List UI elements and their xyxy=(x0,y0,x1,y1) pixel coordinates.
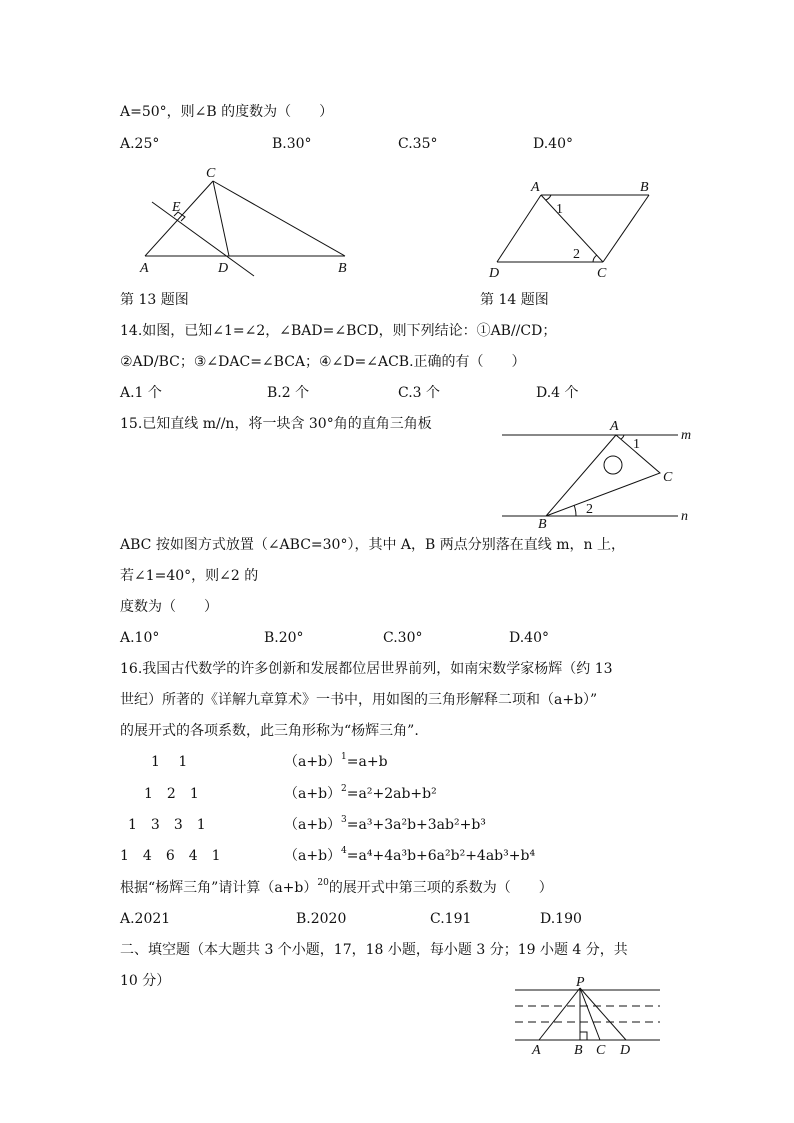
q14-stem-line2: ②AD/BC；③∠DAC=∠BCA；④∠D=∠ACB.正确的有（ ） xyxy=(120,354,526,370)
q16-question-prefix: 根据“杨辉三角”请计算（a+b） xyxy=(120,880,318,896)
q13-label-d: D xyxy=(218,261,229,276)
section-2-title-line1: 二、填空题（本大题共 3 个小题，17，18 小题，每小题 3 分；19 小题 4 分，共 xyxy=(120,942,628,958)
q14-option-b[interactable]: B.2 个 xyxy=(267,385,310,401)
q14-label-d: D xyxy=(489,266,500,281)
expansion-4-prefix: （a+b） xyxy=(284,848,342,864)
q17-label-a: A xyxy=(532,1043,541,1058)
q14-angle-1: 1 xyxy=(556,202,563,217)
yanghui-row-2: 1 2 1 xyxy=(144,786,199,802)
q16-option-d[interactable]: D.190 xyxy=(540,911,582,927)
yanghui-row-1: 1 1 xyxy=(151,754,188,770)
q14-caption: 第 14 题图 xyxy=(480,292,549,308)
expansion-3-rhs: =a³+3a²b+3ab²+b³ xyxy=(346,817,486,833)
expansion-1-rhs: =a+b xyxy=(346,754,388,770)
q16-stem-line1: 16.我国古代数学的许多创新和发展都位居世界前列，如南宋数学家杨辉（约 13 xyxy=(120,661,613,677)
q16-option-c[interactable]: C.191 xyxy=(430,911,472,927)
q15-label-a: A xyxy=(610,419,619,434)
yanghui-row-4: 1 4 6 4 1 xyxy=(120,848,221,864)
q13-option-d[interactable]: D.40° xyxy=(533,136,573,152)
q14-angle-2: 2 xyxy=(573,247,580,262)
q14-option-a[interactable]: A.1 个 xyxy=(120,385,162,401)
q15-label-n: n xyxy=(681,509,688,524)
expansion-3 xyxy=(284,816,486,834)
q13-caption: 第 13 题图 xyxy=(120,292,189,308)
q17-label-p: P xyxy=(576,975,585,990)
q17-figure xyxy=(512,975,667,1060)
q15-angle-1: 1 xyxy=(633,437,640,452)
expansion-2-power: 2 xyxy=(341,784,347,795)
q15-stem-line2: ABC 按如图方式放置（∠ABC=30°），其中 A，B 两点分别落在直线 m，n 上， xyxy=(120,537,625,553)
q15-option-c[interactable]: C.30° xyxy=(383,630,423,646)
q17-label-b: B xyxy=(574,1043,583,1058)
expansion-4 xyxy=(284,847,535,865)
q13-figure xyxy=(130,160,370,280)
q15-stem-line3: 若∠1=40°，则∠2 的 xyxy=(120,568,259,584)
q15-label-c: C xyxy=(663,470,673,485)
q14-option-c[interactable]: C.3 个 xyxy=(398,385,441,401)
q13-label-b: B xyxy=(338,261,347,276)
q14-stem-line1: 14.如图，已知∠1=∠2，∠BAD=∠BCD，则下列结论：①AB//CD； xyxy=(120,323,557,339)
expansion-2-rhs: =a²+2ab+b² xyxy=(346,786,437,802)
q17-label-c: C xyxy=(596,1043,606,1058)
q16-stem-line3: 的展开式的各项系数，此三角形称为“杨辉三角”. xyxy=(120,723,419,739)
expansion-1 xyxy=(284,753,388,771)
q16-question-suffix: 的展开式中第三项的系数为（ ） xyxy=(328,880,553,896)
q16-question-power: 20 xyxy=(317,878,329,889)
expansion-1-prefix: （a+b） xyxy=(284,754,342,770)
q13-label-c: C xyxy=(206,166,216,181)
section-2-title-line2: 10 分） xyxy=(120,973,171,989)
expansion-3-prefix: （a+b） xyxy=(284,817,342,833)
q15-angle-2: 2 xyxy=(586,502,593,517)
q14-figure xyxy=(485,178,665,283)
q16-option-b[interactable]: B.2020 xyxy=(296,911,347,927)
q15-label-m: m xyxy=(681,428,692,443)
q17-label-d: D xyxy=(620,1043,631,1058)
expansion-4-rhs: =a⁴+4a³b+6a²b²+4ab³+b⁴ xyxy=(346,848,536,864)
yanghui-row-3: 1 3 3 1 xyxy=(128,817,206,833)
expansion-4-power: 4 xyxy=(341,846,347,857)
expansion-3-power: 3 xyxy=(341,815,347,826)
q15-label-b: B xyxy=(538,517,547,532)
q15-option-a[interactable]: A.10° xyxy=(120,630,160,646)
expansion-2 xyxy=(284,785,437,803)
q15-figure xyxy=(500,414,700,532)
q16-question xyxy=(120,879,553,897)
q16-option-a[interactable]: A.2021 xyxy=(120,911,171,927)
q13-option-b[interactable]: B.30° xyxy=(272,136,312,152)
q14-label-b: B xyxy=(640,180,649,195)
q13-option-c[interactable]: C.35° xyxy=(398,136,438,152)
q13-label-e: E xyxy=(172,200,181,215)
q15-option-b[interactable]: B.20° xyxy=(264,630,304,646)
q14-label-c: C xyxy=(597,266,607,281)
q13-option-a[interactable]: A.25° xyxy=(120,136,160,152)
q13-label-a: A xyxy=(140,261,149,276)
expansion-1-power: 1 xyxy=(341,752,347,763)
q15-stem-line1: 15.已知直线 m//n，将一块含 30°角的直角三角板 xyxy=(120,416,432,432)
q15-option-d[interactable]: D.40° xyxy=(509,630,549,646)
q14-option-d[interactable]: D.4 个 xyxy=(536,385,579,401)
q13-stem: A=50°，则∠B 的度数为（ ） xyxy=(120,104,334,120)
q14-label-a: A xyxy=(531,180,540,195)
expansion-2-prefix: （a+b） xyxy=(284,786,342,802)
q16-stem-line2: 世纪）所著的《详解九章算术》一书中，用如图的三角形解释二项和（a+b）” xyxy=(120,692,598,708)
q15-stem-line4: 度数为（ ） xyxy=(120,599,218,615)
